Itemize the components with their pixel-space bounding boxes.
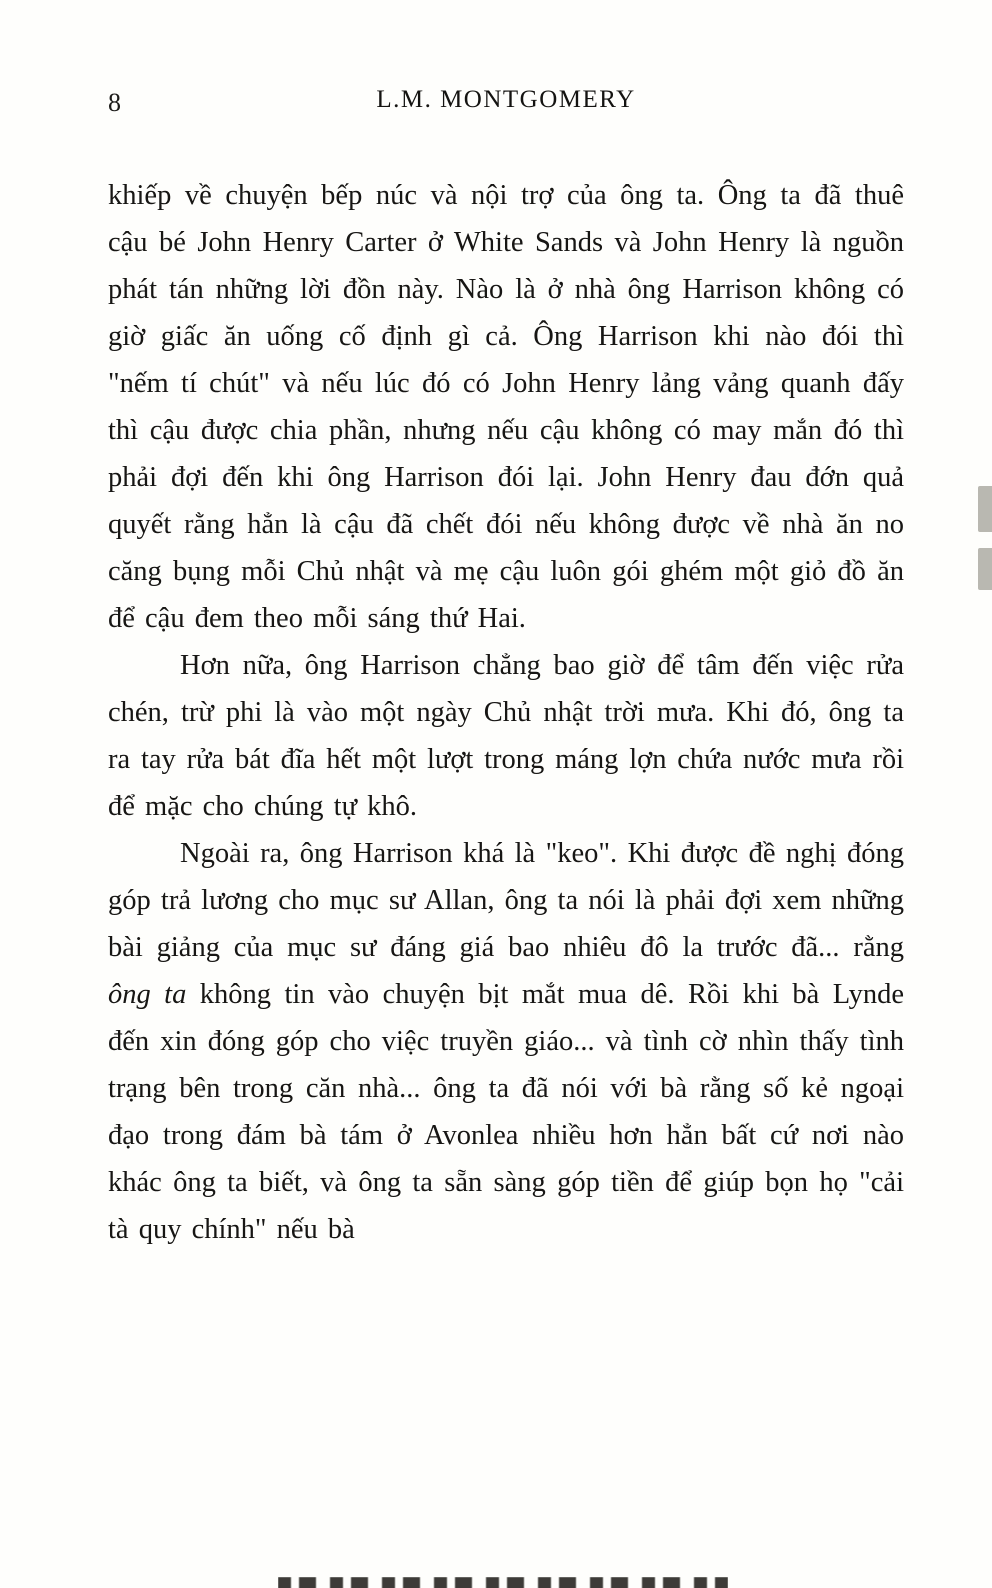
body-text: khiếp về chuyện bếp núc và nội trợ của ông ta. Ông ta đã thuê cậu bé John Henry Carter ở White Sands và John Henry là nguồn phát tán những lời đồn này. Nào là ở nhà ông Harrison không có giờ giấc ăn uống cố định gì cả. Ông Harrison khi nào đói thì "nếm tí chút" và nếu lúc đó có John Henry lảng vảng quanh đấy thì cậu được chia phần, nhưng nếu cậu không có may mắn đó thì phải đợi đến khi ông Harrison đói lại. John Henry đau đớn quả quyết rằng hẳn là cậu đã chết đói nếu không được về nhà ăn no căng bụng mỗi Chủ nhật và mẹ cậu luôn gói ghém một giỏ đồ ăn để cậu đem theo mỗi sáng thứ Hai. — [108, 180, 904, 634]
cropped-glyphs — [278, 1577, 728, 1588]
running-head-author: L.M. MONTGOMERY — [376, 86, 636, 113]
body-text: không tin vào chuyện bịt mắt mua dê. Rồi khi bà Lynde đến xin đóng góp cho việc truyền giáo... và tình cờ nhìn thấy tình trạng bên trong căn nhà... ông ta đã nói với bà rằng số kẻ ngoại đạo trong đám bà tám ở Avonlea nhiều hơn hẳn bất cứ nơi nào khác ông ta biết, và ông ta sẵn sàng góp tiền để giúp bọn họ "cải tà quy chính" nếu bà — [108, 979, 904, 1245]
page-number: 8 — [108, 88, 121, 117]
page-edge-artifact — [978, 548, 992, 590]
cropped-bottom-text-line — [278, 1577, 728, 1588]
page-header-row — [108, 86, 904, 120]
paragraph — [108, 172, 904, 642]
italic-text: ông ta — [108, 979, 187, 1010]
text-block — [108, 172, 904, 1253]
paragraph — [108, 830, 904, 1253]
body-text: Ngoài ra, ông Harrison khá là "keo". Khi được đề nghị đóng góp trả lương cho mục sư Allan, ông ta nói là phải đợi xem những bài giảng của mục sư đáng giá bao nhiêu đô la trước đã... rằng — [108, 838, 904, 963]
body-text: Hơn nữa, ông Harrison chẳng bao giờ để tâm đến việc rửa chén, trừ phi là vào một ngày Chủ nhật trời mưa. Khi đó, ông ta ra tay rửa bát đĩa hết một lượt trong máng lợn chứa nước mưa rồi để mặc cho chúng tự khô. — [108, 650, 904, 822]
paragraph — [108, 642, 904, 830]
page-edge-artifact — [978, 486, 992, 532]
